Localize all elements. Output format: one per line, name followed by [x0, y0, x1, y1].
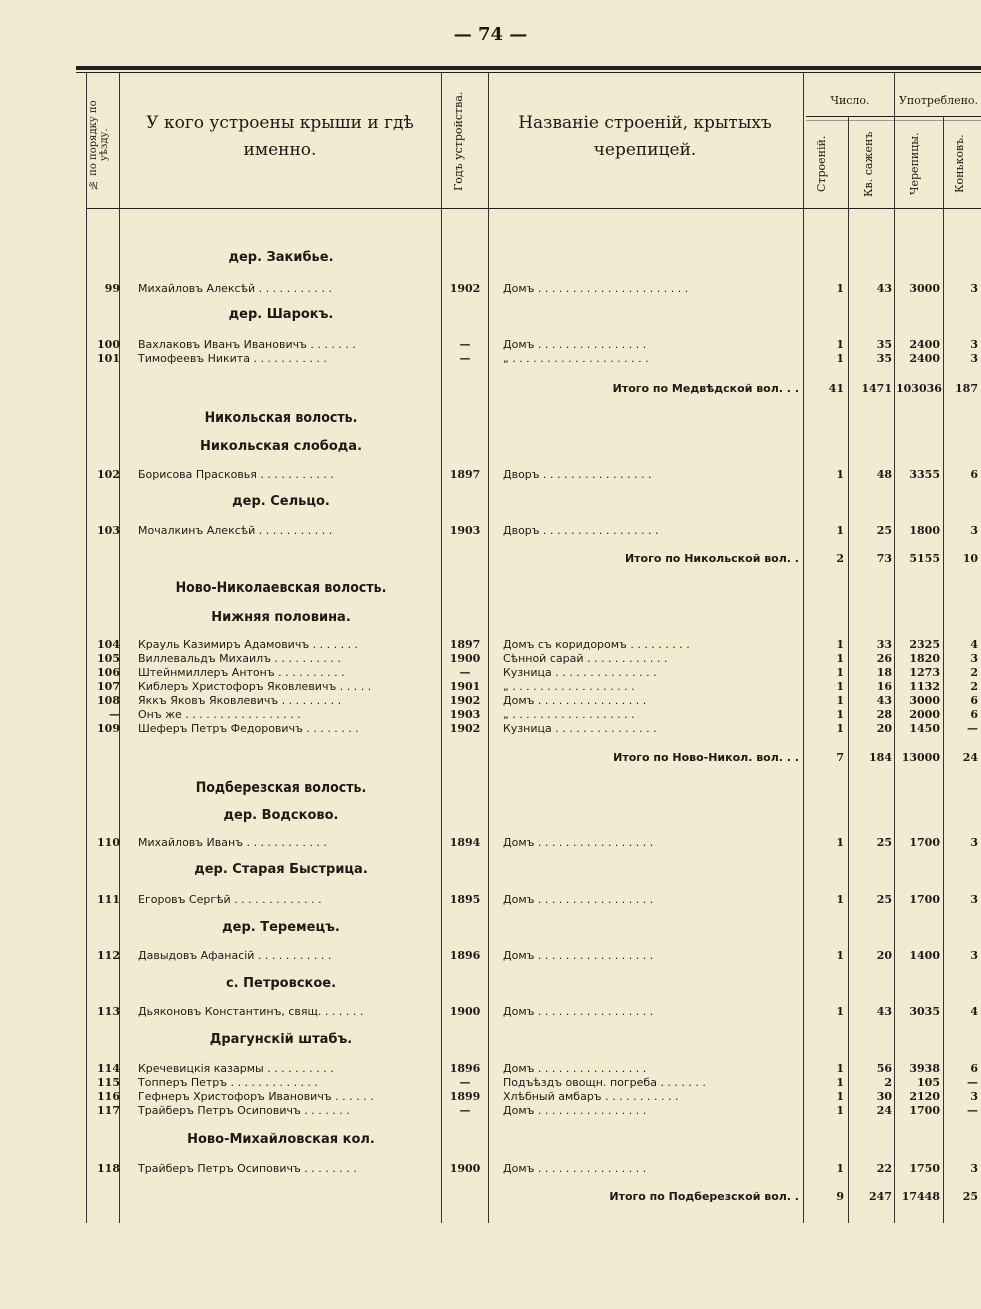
row-number: 107	[97, 680, 120, 693]
total-label: Итого по Подберезской вол. .	[609, 1190, 799, 1203]
row-number: 111	[97, 893, 120, 906]
year-built: 1902	[449, 282, 481, 295]
ridge-count: 3	[970, 1090, 978, 1103]
row-number: 99	[104, 282, 120, 295]
tiles-count: 1132	[909, 680, 940, 693]
building-name: Домъ . . . . . . . . . . . . . . . . .	[503, 836, 654, 849]
owner-name: Виллевальдъ Михаилъ . . . . . . . . . .	[138, 652, 341, 665]
village-heading: дер. Водсково.	[223, 808, 339, 823]
buildings-count: 1	[836, 1162, 844, 1175]
building-name: Кузница . . . . . . . . . . . . . . .	[503, 722, 657, 735]
buildings-count: 1	[836, 893, 844, 906]
building-name: „ . . . . . . . . . . . . . . . . . . . .	[503, 352, 649, 365]
building-name: Подъѣздъ овощн. погреба . . . . . . .	[503, 1076, 706, 1089]
header-sub-ridge: Коньковъ.	[953, 134, 966, 194]
row-number: 112	[97, 949, 120, 962]
tiles-count: 3355	[909, 468, 940, 481]
owner-name: Яккъ Яковъ Яковлевичъ . . . . . . . . .	[138, 694, 342, 707]
buildings-count: 1	[836, 1062, 844, 1075]
owner-name: Михайловъ Иванъ . . . . . . . . . . . .	[138, 836, 327, 849]
ridge-count: 3	[970, 282, 978, 295]
tiles-count: 1700	[909, 893, 940, 906]
year-built: 1896	[449, 949, 481, 962]
header-group-count: Число.	[830, 94, 870, 107]
total-tiles: 17448	[901, 1190, 940, 1203]
owner-name: Михайловъ Алексѣй . . . . . . . . . . .	[138, 282, 333, 295]
total-buildings: 2	[836, 552, 844, 565]
column-divider	[488, 73, 489, 1223]
ridge-count: 6	[970, 708, 978, 721]
buildings-count: 1	[836, 708, 844, 721]
buildings-count: 1	[836, 1104, 844, 1117]
ridge-count: 3	[970, 949, 978, 962]
row-number: 100	[97, 338, 120, 351]
header-sub-sq: Кв. саженъ	[862, 131, 875, 197]
row-number: 114	[97, 1062, 120, 1075]
building-name: „ . . . . . . . . . . . . . . . . . .	[503, 680, 635, 693]
row-number: 102	[97, 468, 120, 481]
year-built: —	[459, 1076, 471, 1089]
tiles-count: 1273	[909, 666, 940, 679]
village-heading: Драгунскій штабъ.	[209, 1032, 353, 1047]
square-sazhen: 43	[876, 282, 892, 295]
year-built: 1903	[449, 524, 481, 537]
village-heading: дер. Сельцо.	[232, 494, 330, 509]
building-name: Дворъ . . . . . . . . . . . . . . . .	[503, 468, 652, 481]
owner-name: Дьяконовъ Константинъ, свящ. . . . . . .	[138, 1005, 364, 1018]
total-square-sazhen: 247	[869, 1190, 892, 1203]
square-sazhen: 35	[876, 338, 892, 351]
column-divider	[86, 73, 87, 1223]
owner-name: Киблеръ Христофоръ Яковлевичъ . . . . .	[138, 680, 372, 693]
year-built: 1902	[449, 694, 481, 707]
year-built: —	[459, 352, 471, 365]
header-col-year: Годъ устройства.	[452, 91, 465, 191]
row-number: 105	[97, 652, 120, 665]
building-name: Домъ . . . . . . . . . . . . . . . .	[503, 1104, 647, 1117]
square-sazhen: 25	[876, 836, 892, 849]
building-name: Домъ . . . . . . . . . . . . . . . .	[503, 694, 647, 707]
owner-name: Егоровъ Сергѣй . . . . . . . . . . . . .	[138, 893, 322, 906]
square-sazhen: 25	[876, 524, 892, 537]
ridge-count: 3	[970, 352, 978, 365]
square-sazhen: 35	[876, 352, 892, 365]
year-built: 1902	[449, 722, 481, 735]
page-number: — 74 —	[453, 24, 528, 45]
owner-name: Тимофеевъ Никита . . . . . . . . . . .	[138, 352, 327, 365]
row-number: 110	[97, 836, 120, 849]
ridge-count: 4	[970, 1005, 978, 1018]
tiles-count: 2400	[909, 352, 940, 365]
building-name: Домъ . . . . . . . . . . . . . . . . .	[503, 893, 654, 906]
square-sazhen: 24	[876, 1104, 892, 1117]
total-buildings: 7	[836, 751, 844, 764]
tiles-count: 1750	[909, 1162, 940, 1175]
tiles-count: 105	[917, 1076, 940, 1089]
year-built: 1894	[449, 836, 481, 849]
column-divider	[441, 73, 442, 1223]
buildings-count: 1	[836, 638, 844, 651]
building-name: Хлѣбный амбаръ . . . . . . . . . . .	[503, 1090, 679, 1103]
building-name: Домъ съ коридоромъ . . . . . . . . .	[503, 638, 690, 651]
total-ridge: 24	[962, 751, 978, 764]
district-heading: Подберезская волость.	[195, 780, 367, 796]
year-built: 1895	[449, 893, 481, 906]
square-sazhen: 16	[876, 680, 892, 693]
row-number: 104	[97, 638, 120, 651]
tiles-count: 2400	[909, 338, 940, 351]
district-heading: Никольская волость.	[204, 410, 358, 426]
buildings-count: 1	[836, 694, 844, 707]
year-built: 1901	[449, 680, 481, 693]
square-sazhen: 26	[876, 652, 892, 665]
ridge-count: 6	[970, 1062, 978, 1075]
tiles-count: 3000	[909, 694, 940, 707]
buildings-count: 1	[836, 352, 844, 365]
total-ridge: 10	[962, 552, 978, 565]
village-heading: дер. Теремецъ.	[222, 920, 340, 935]
buildings-count: 1	[836, 836, 844, 849]
building-name: Домъ . . . . . . . . . . . . . . . .	[503, 1162, 647, 1175]
total-buildings: 41	[828, 382, 844, 395]
square-sazhen: 18	[876, 666, 892, 679]
header-group-used: Употреблено.	[898, 94, 979, 107]
square-sazhen: 33	[876, 638, 892, 651]
village-heading: дер. Старая Быстрица.	[194, 862, 368, 877]
header-col-owner: У кого устроены крыши и гдѣ именно.	[146, 113, 414, 161]
header-sub-tiles: Черепицы.	[908, 132, 921, 196]
building-name: „ . . . . . . . . . . . . . . . . . .	[503, 708, 635, 721]
village-heading: Никольская слобода.	[199, 439, 363, 454]
header-sub-buildings: Строеній.	[815, 135, 828, 193]
total-tiles: 13000	[901, 751, 940, 764]
ridge-count: 6	[970, 468, 978, 481]
ridge-count: 2	[970, 680, 978, 693]
building-name: Дворъ . . . . . . . . . . . . . . . . .	[503, 524, 659, 537]
owner-name: Трайберъ Петръ Осиповичъ . . . . . . . .	[138, 1162, 357, 1175]
square-sazhen: 43	[876, 1005, 892, 1018]
owner-name: Крауль Казимиръ Адамовичъ . . . . . . .	[138, 638, 359, 651]
year-built: —	[459, 1104, 471, 1117]
ridge-count: 3	[970, 1162, 978, 1175]
village-heading: Ново-Михайловская кол.	[187, 1132, 375, 1147]
tiles-count: 1700	[909, 836, 940, 849]
ridge-count: 3	[970, 893, 978, 906]
owner-name: Шеферъ Петръ Федоровичъ . . . . . . . .	[138, 722, 359, 735]
column-divider	[943, 116, 944, 1223]
owner-name: Давыдовъ Афанасій . . . . . . . . . . .	[138, 949, 332, 962]
buildings-count: 1	[836, 949, 844, 962]
year-built: 1903	[449, 708, 481, 721]
square-sazhen: 22	[876, 1162, 892, 1175]
buildings-count: 1	[836, 468, 844, 481]
tiles-count: 3938	[909, 1062, 940, 1075]
square-sazhen: 43	[876, 694, 892, 707]
building-name: Домъ . . . . . . . . . . . . . . . .	[503, 1062, 647, 1075]
square-sazhen: 20	[876, 722, 892, 735]
ridge-count: 3	[970, 836, 978, 849]
square-sazhen: 28	[876, 708, 892, 721]
tiles-count: 3035	[909, 1005, 940, 1018]
buildings-count: 1	[836, 1090, 844, 1103]
year-built: 1900	[449, 1162, 481, 1175]
buildings-count: 1	[836, 282, 844, 295]
row-number: 116	[97, 1090, 120, 1103]
building-name: Домъ . . . . . . . . . . . . . . . . .	[503, 949, 654, 962]
year-built: 1897	[449, 638, 481, 651]
year-built: 1900	[449, 1005, 481, 1018]
village-heading: дер. Шарокъ.	[228, 307, 334, 322]
total-ridge: 25	[962, 1190, 978, 1203]
row-number: 113	[97, 1005, 120, 1018]
square-sazhen: 25	[876, 893, 892, 906]
year-built: —	[459, 666, 471, 679]
total-label: Итого по Никольской вол. .	[624, 552, 799, 565]
total-tiles: 103036	[896, 382, 942, 395]
total-square-sazhen: 184	[869, 751, 892, 764]
total-label: Итого по Ново-Никол. вол. . .	[613, 751, 799, 764]
owner-name: Гефнеръ Христофоръ Ивановичъ . . . . . .	[138, 1090, 374, 1103]
header-col-building: Названіе строеній, крытыхъ черепицей.	[518, 113, 772, 161]
ridge-count: 3	[970, 524, 978, 537]
year-built: —	[459, 338, 471, 351]
owner-name: Штейнмиллеръ Антонъ . . . . . . . . . .	[138, 666, 345, 679]
ridge-count: —	[967, 1076, 978, 1089]
tiles-count: 2000	[909, 708, 940, 721]
square-sazhen: 30	[876, 1090, 892, 1103]
owner-name: Кречевицкія казармы . . . . . . . . . .	[138, 1062, 334, 1075]
square-sazhen: 20	[876, 949, 892, 962]
buildings-count: 1	[836, 1076, 844, 1089]
total-square-sazhen: 1471	[861, 382, 892, 395]
tiles-count: 2120	[909, 1090, 940, 1103]
buildings-count: 1	[836, 666, 844, 679]
column-divider	[894, 73, 895, 1223]
tiles-count: 1450	[909, 722, 940, 735]
buildings-count: 1	[836, 652, 844, 665]
building-name: Домъ . . . . . . . . . . . . . . . . .	[503, 1005, 654, 1018]
square-sazhen: 48	[876, 468, 892, 481]
buildings-count: 1	[836, 1005, 844, 1018]
buildings-count: 1	[836, 338, 844, 351]
year-built: 1897	[449, 468, 481, 481]
building-name: Сѣнной сарай . . . . . . . . . . . .	[503, 652, 668, 665]
owner-name: Мочалкинъ Алексѣй . . . . . . . . . . .	[138, 524, 333, 537]
village-heading: с. Петровское.	[225, 976, 337, 991]
table-top-rule	[76, 66, 981, 70]
year-built: 1900	[449, 652, 481, 665]
village-heading: дер. Закибье.	[228, 250, 334, 265]
district-heading: Ново-Николаевская волость.	[175, 580, 387, 596]
ridge-count: —	[967, 1104, 978, 1117]
village-heading: Нижняя половина.	[211, 610, 351, 625]
row-number: 115	[97, 1076, 120, 1089]
row-number: 117	[97, 1104, 120, 1117]
owner-name: Трайберъ Петръ Осиповичъ . . . . . . .	[138, 1104, 350, 1117]
owner-name: Топперъ Петръ . . . . . . . . . . . . .	[138, 1076, 318, 1089]
column-divider	[848, 116, 849, 1223]
owner-name: Борисова Прасковья . . . . . . . . . . .	[138, 468, 334, 481]
header-bottom-rule	[86, 208, 981, 209]
tiles-count: 1800	[909, 524, 940, 537]
total-square-sazhen: 73	[876, 552, 892, 565]
row-number: —	[109, 708, 120, 721]
row-number: 108	[97, 694, 120, 707]
ridge-count: —	[967, 722, 978, 735]
owner-name: Онъ же . . . . . . . . . . . . . . . . .	[138, 708, 301, 721]
tiles-count: 1820	[909, 652, 940, 665]
square-sazhen: 56	[876, 1062, 892, 1075]
buildings-count: 1	[836, 722, 844, 735]
ridge-count: 3	[970, 652, 978, 665]
owner-name: Вахлаковъ Иванъ Ивановичъ . . . . . . .	[138, 338, 356, 351]
building-name: Домъ . . . . . . . . . . . . . . . . . . . . . .	[503, 282, 689, 295]
buildings-count: 1	[836, 524, 844, 537]
row-number: 109	[97, 722, 120, 735]
row-number: 103	[97, 524, 120, 537]
buildings-count: 1	[836, 680, 844, 693]
total-ridge: 187	[955, 382, 978, 395]
ridge-count: 3	[970, 338, 978, 351]
tiles-count: 3000	[909, 282, 940, 295]
year-built: 1896	[449, 1062, 481, 1075]
tiles-count: 1400	[909, 949, 940, 962]
ridge-count: 4	[970, 638, 978, 651]
total-buildings: 9	[836, 1190, 844, 1203]
total-tiles: 5155	[909, 552, 940, 565]
row-number: 101	[97, 352, 120, 365]
column-divider	[803, 73, 804, 1223]
building-name: Кузница . . . . . . . . . . . . . . .	[503, 666, 657, 679]
tiles-count: 1700	[909, 1104, 940, 1117]
total-label: Итого по Медвѣдской вол. . .	[612, 382, 799, 395]
ridge-count: 2	[970, 666, 978, 679]
year-built: 1899	[449, 1090, 481, 1103]
building-name: Домъ . . . . . . . . . . . . . . . .	[503, 338, 647, 351]
tiles-count: 2325	[909, 638, 940, 651]
ridge-count: 6	[970, 694, 978, 707]
row-number: 106	[97, 666, 120, 679]
table-top-rule-thin	[76, 72, 981, 73]
header-col-num: № по порядку по уѣзду.	[88, 100, 110, 190]
row-number: 118	[97, 1162, 120, 1175]
square-sazhen: 2	[884, 1076, 892, 1089]
